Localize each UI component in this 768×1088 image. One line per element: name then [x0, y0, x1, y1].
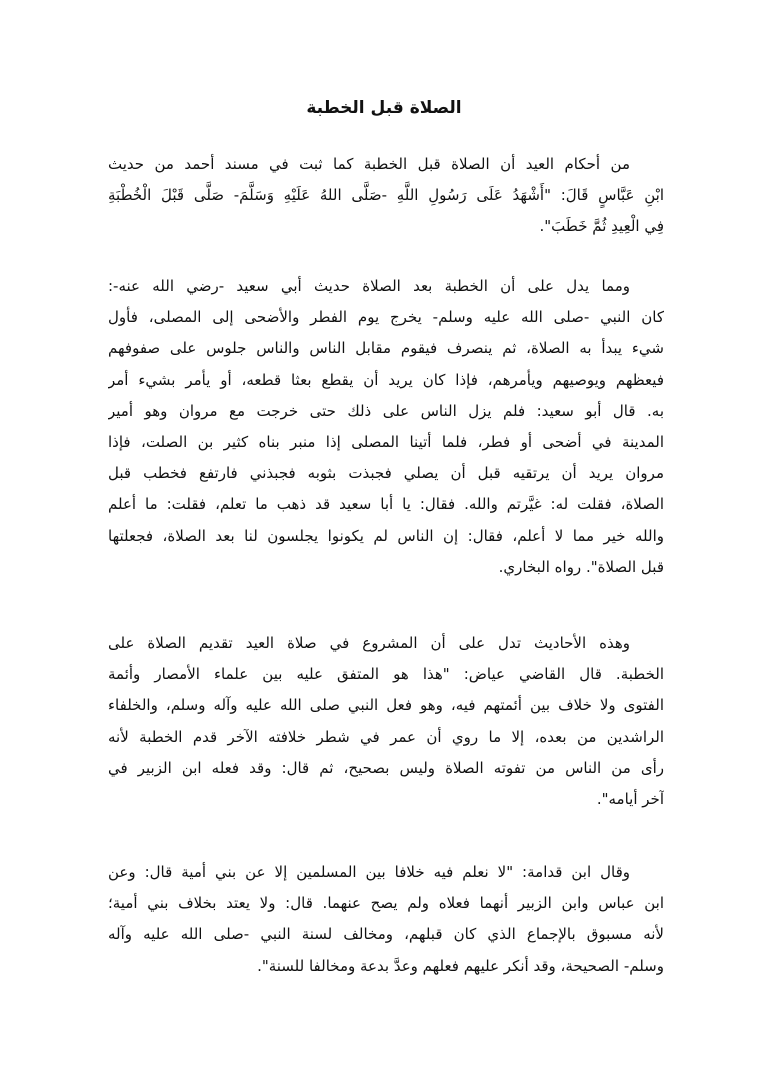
paragraph-2-line-7: مروان يريد أن يرتقيه قبل أن يصلي فجبذت بثوبه فجبذني فارتفع فخطب قبل — [108, 464, 664, 483]
paragraph-3-line-2: الخطبة. قال القاضي عياض: "هذا هو المتفق عليه بين علماء الأمصار وأئمة — [108, 665, 664, 684]
paragraph-3-line-6: آخر أيامه". — [596, 790, 664, 809]
paragraph-4-line-2: ابن عباس وابن الزبير أنهما فعلاه ولم يصح عنهما. قال: ولا يعتد بخلاف بني أمية؛ — [108, 894, 664, 913]
paragraph-2-line-9: والله خير مما لا أعلم، فقال: إن الناس لم يكونوا يجلسون لنا بعد الصلاة، فجعلتها — [108, 526, 664, 545]
paragraph-3 — [108, 628, 664, 815]
paragraph-4-line-3: لأنه مسبوق بالإجماع الذي كان قبلهم، ومخالف لسنة النبي -صلى الله عليه وآله — [108, 925, 664, 944]
paragraph-2-line-6: المدينة في أضحى أو فطر، فلما أتينا المصلى إذا منبر بناه كثير بن الصلت، فإذا — [108, 433, 664, 452]
paragraph-2-line-3: شيء يبدأ به الصلاة، ثم ينصرف فيقوم مقابل الناس والناس جلوس على صفوفهم — [108, 339, 664, 358]
paragraph-3-line-3: الفتوى ولا خلاف بين أئمتهم فيه، وهو فعل النبي صلى الله عليه وآله وسلم، والخلفاء — [108, 696, 664, 715]
paragraph-2-line-8: الصلاة، فقلت له: غيَّرتم والله. فقال: يا أبا سعيد قد ذهب ما تعلم، فقلت: ما أعلم — [108, 495, 664, 514]
paragraph-1-line-1: من أحكام العيد أن الصلاة قبل الخطبة كما ثبت في مسند أحمد من حديث — [108, 155, 630, 173]
paragraph-3-line-1: وهذه الأحاديث تدل على أن المشروع في صلاة العيد تقديم الصلاة على — [108, 634, 630, 652]
paragraph-2-line-10: قبل الصلاة". رواه البخاري. — [498, 557, 664, 576]
paragraph-1-line-3: فِي الْعِيدِ ثُمَّ خَطَبَ". — [539, 217, 664, 236]
paragraph-1-line-2: ابْنِ عَبَّاسٍ قَالَ: "أَشْهَدُ عَلَى رَسُولِ اللَّهِ -صَلَّى اللهُ عَلَيْهِ وَسَلَّمَ- صَلَّى قَبْلَ الْخُطْبَةِ — [108, 186, 664, 205]
paragraph-4-line-4: وسلم- الصحيحة، وقد أنكر عليهم فعلهم وعدَّ بدعة ومخالفا للسنة". — [257, 956, 664, 975]
paragraph-2-line-5: به. قال أبو سعيد: فلم يزل الناس على ذلك حتى خرجت مع مروان وهو أمير — [108, 401, 664, 420]
paragraph-2 — [108, 271, 664, 583]
paragraph-2-line-2: كان النبي -صلى الله عليه وسلم- يخرج يوم الفطر والأضحى إلى المصلى، فأول — [108, 308, 664, 327]
paragraph-2-line-4: فيعظهم ويوصيهم ويأمرهم، فإذا كان يريد أن يقطع بعثا قطعه، أو يأمر بشيء أمر — [108, 370, 664, 389]
paragraph-1 — [108, 149, 664, 243]
paragraph-3-line-5: رأى من الناس من تفوته الصلاة وليس بصحيح، ثم قال: وقد فعله ابن الزبير في — [108, 758, 664, 777]
paragraph-2-line-1: ومما يدل على أن الخطبة بعد الصلاة حديث أبي سعيد -رضي الله عنه-: — [108, 277, 630, 295]
paragraph-3-line-4: الراشدين من بعده، إلا ما روي أن عمر في شطر خلافته الآخر قدم الخطبة لأنه — [108, 727, 664, 746]
page-title: الصلاة قبل الخطبة — [306, 98, 462, 118]
paragraph-4 — [108, 857, 664, 982]
paragraph-4-line-1: وقال ابن قدامة: "لا نعلم فيه خلافا بين المسلمين إلا عن بني أمية قال: وعن — [108, 863, 630, 881]
